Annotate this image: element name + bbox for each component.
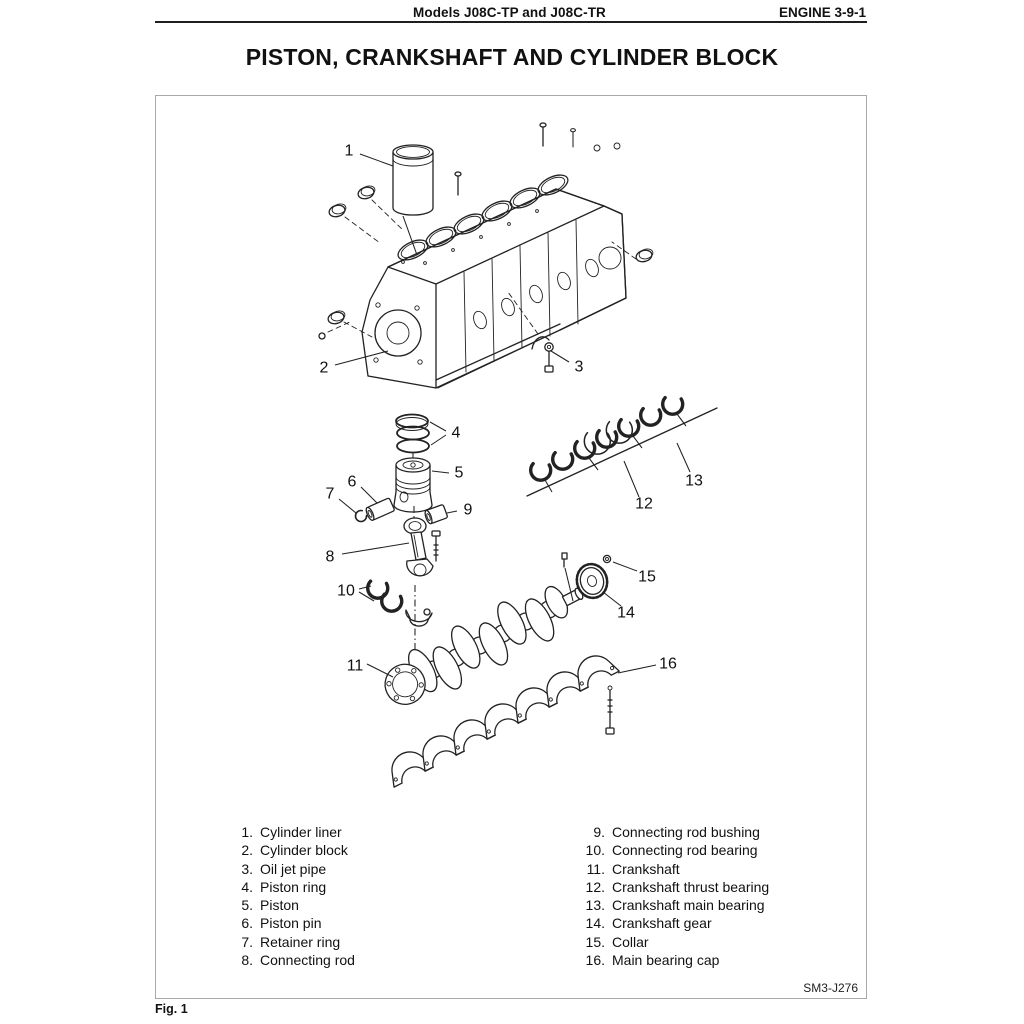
parts-list-item bbox=[570, 896, 769, 914]
part-name: Connecting rod bbox=[260, 952, 355, 969]
part-number: 4. bbox=[241, 878, 253, 895]
part-number: 3. bbox=[241, 860, 253, 877]
part-name: Connecting rod bearing bbox=[612, 842, 758, 859]
leader-line-4 bbox=[431, 435, 446, 445]
callout-11: 11 bbox=[346, 657, 364, 675]
part-number: 2. bbox=[241, 842, 253, 859]
part-number: 12. bbox=[585, 878, 605, 895]
part-name: Crankshaft gear bbox=[612, 915, 712, 932]
header-rule bbox=[155, 21, 867, 23]
callout-1: 1 bbox=[344, 142, 354, 160]
part-number: 16. bbox=[585, 952, 605, 969]
parts-list-left bbox=[220, 823, 355, 969]
callout-15: 15 bbox=[638, 568, 656, 586]
callout-14: 14 bbox=[617, 604, 635, 622]
callout-12: 12 bbox=[635, 495, 653, 513]
leader-line-7 bbox=[339, 499, 356, 513]
callout-6: 6 bbox=[347, 473, 357, 491]
callout-8: 8 bbox=[325, 548, 335, 566]
parts-list-item bbox=[220, 860, 355, 878]
leader-line-11 bbox=[367, 664, 393, 677]
leader-line-4 bbox=[430, 422, 446, 431]
callout-7: 7 bbox=[325, 485, 335, 503]
part-number: 1. bbox=[241, 824, 253, 840]
rod-bolt-drawing bbox=[432, 531, 440, 561]
piston-rings-drawing bbox=[396, 415, 429, 460]
parts-list-item bbox=[570, 823, 769, 841]
figure-caption: Fig. 1 bbox=[155, 1002, 188, 1016]
parts-list-item bbox=[570, 951, 769, 969]
part-number: 5. bbox=[241, 897, 253, 914]
connecting-rod-drawing bbox=[404, 518, 440, 652]
leader-line-15 bbox=[613, 562, 637, 571]
part-number: 9. bbox=[593, 824, 605, 840]
callout-4: 4 bbox=[451, 424, 461, 442]
leader-line-12 bbox=[624, 461, 639, 497]
parts-list-item bbox=[220, 933, 355, 951]
cap-bolt-drawing bbox=[606, 686, 614, 734]
part-number: 6. bbox=[241, 915, 253, 932]
leader-line-3 bbox=[551, 351, 569, 362]
callout-2: 2 bbox=[319, 359, 329, 377]
part-number: 13. bbox=[585, 897, 605, 914]
parts-list-item bbox=[220, 896, 355, 914]
rod-bearing-drawing bbox=[365, 576, 405, 614]
piston-pin-drawing bbox=[365, 498, 395, 522]
callout-13: 13 bbox=[685, 472, 703, 490]
callout-16: 16 bbox=[659, 655, 677, 673]
drawing-code: SM3-J276 bbox=[803, 981, 858, 995]
parts-list-right bbox=[570, 823, 769, 969]
part-number: 14. bbox=[585, 915, 605, 932]
figure-box bbox=[155, 95, 867, 999]
part-number: 8. bbox=[241, 952, 253, 969]
parts-list-item bbox=[220, 823, 355, 841]
part-name: Connecting rod bushing bbox=[612, 824, 760, 840]
part-name: Piston bbox=[260, 897, 299, 914]
callout-10: 10 bbox=[337, 582, 355, 600]
parts-list-item bbox=[220, 878, 355, 896]
leader-line-9 bbox=[447, 511, 457, 513]
callout-3: 3 bbox=[574, 358, 584, 376]
leader-line-5 bbox=[432, 471, 449, 473]
part-number: 15. bbox=[585, 933, 605, 950]
part-name: Crankshaft main bearing bbox=[612, 897, 765, 914]
part-name: Collar bbox=[612, 933, 649, 950]
parts-list-item bbox=[570, 933, 769, 951]
parts-list-item bbox=[220, 841, 355, 859]
part-number: 11. bbox=[586, 860, 605, 877]
part-name: Crankshaft bbox=[612, 860, 680, 877]
crankshaft-drawing bbox=[374, 568, 594, 719]
part-name: Main bearing cap bbox=[612, 952, 720, 969]
callout-5: 5 bbox=[454, 464, 464, 482]
part-name: Cylinder liner bbox=[260, 824, 342, 840]
parts-list-item bbox=[570, 878, 769, 896]
part-number: 10. bbox=[585, 842, 605, 859]
parts-list-item bbox=[570, 914, 769, 932]
part-name: Piston pin bbox=[260, 915, 322, 932]
parts-list-item bbox=[570, 841, 769, 859]
part-number: 7. bbox=[241, 933, 253, 950]
parts-list-item bbox=[570, 860, 769, 878]
parts-list-item bbox=[220, 914, 355, 932]
header-models: Models J08C-TP and J08C-TR bbox=[413, 5, 606, 20]
parts-list-item bbox=[220, 951, 355, 969]
callout-9: 9 bbox=[463, 501, 473, 519]
part-name: Retainer ring bbox=[260, 933, 341, 950]
part-name: Crankshaft thrust bearing bbox=[612, 878, 770, 895]
page-title: PISTON, CRANKSHAFT AND CYLINDER BLOCK bbox=[245, 44, 779, 70]
leader-line-13 bbox=[677, 443, 690, 472]
leader-line-16 bbox=[618, 665, 656, 673]
leader-line-1 bbox=[360, 154, 393, 166]
leader-line-6 bbox=[361, 487, 377, 503]
piston-drawing bbox=[394, 458, 432, 518]
retainer-ring-drawing bbox=[356, 511, 367, 522]
part-name: Piston ring bbox=[260, 878, 327, 895]
part-name: Cylinder block bbox=[260, 842, 348, 859]
exploded-diagram bbox=[156, 96, 866, 810]
header-section: ENGINE 3-9-1 bbox=[778, 5, 866, 20]
leader-line-8 bbox=[342, 543, 409, 554]
part-name: Oil jet pipe bbox=[260, 860, 327, 877]
collar-drawing bbox=[603, 555, 610, 562]
